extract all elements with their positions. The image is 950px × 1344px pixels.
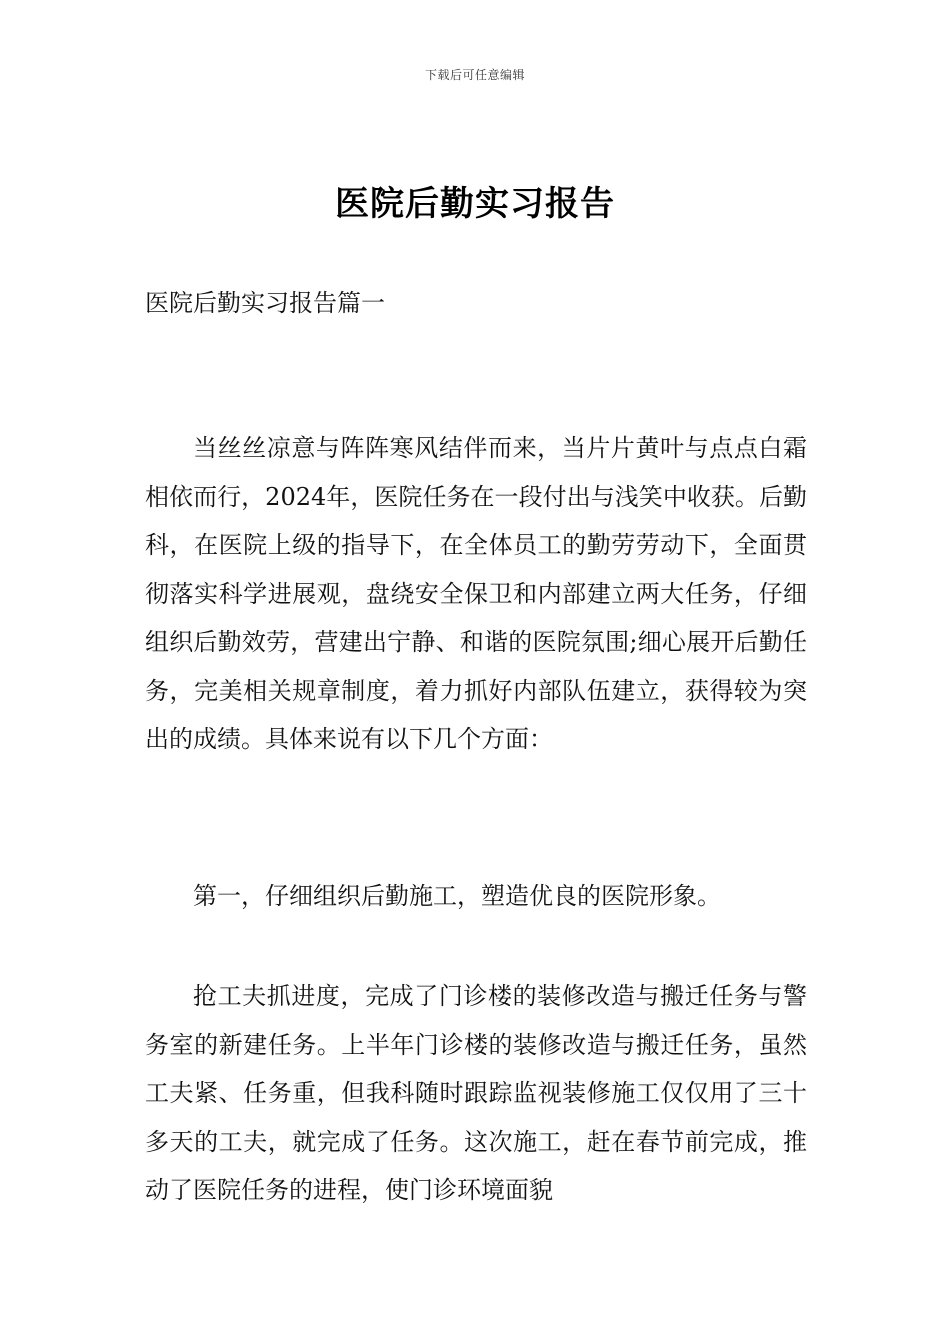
body-paragraph: 当丝丝凉意与阵阵寒风结伴而来，当片片黄叶与点点白霜相依而行，2024年，医院任务在一段付出与浅笑中收获。后勤科，在医院上级的指导下，在全体员工的勤劳劳动下，全面贯彻落实科学进展观，盘绕安全保卫和内部建立两大任务，仔细组织后勤效劳，营建出宁静、和谐的医院氛围;细心展开后勤任务，完美相关规章制度，着力抓好内部队伍建立，获得较为突出的成绩。具体来说有以下几个方面： (145, 434, 807, 753)
body-paragraph: 抢工夫抓进度，完成了门诊楼的装修改造与搬迁任务与警务室的新建任务。上半年门诊楼的装修改造与搬迁任务，虽然工夫紧、任务重，但我科随时跟踪监视装修施工仅仅用了三十多天的工夫，就完成了任务。这次施工，赶在春节前完成，推动了医院任务的进程，使门诊环境面貌 (145, 982, 807, 1204)
header-note: 下载后可任意编辑 (424, 68, 525, 82)
body-paragraph: 第一，仔细组织后勤施工，塑造优良的医院形象。 (193, 882, 721, 910)
document-title: 医院后勤实习报告 (335, 184, 615, 224)
section-heading: 医院后勤实习报告篇一 (145, 289, 385, 317)
